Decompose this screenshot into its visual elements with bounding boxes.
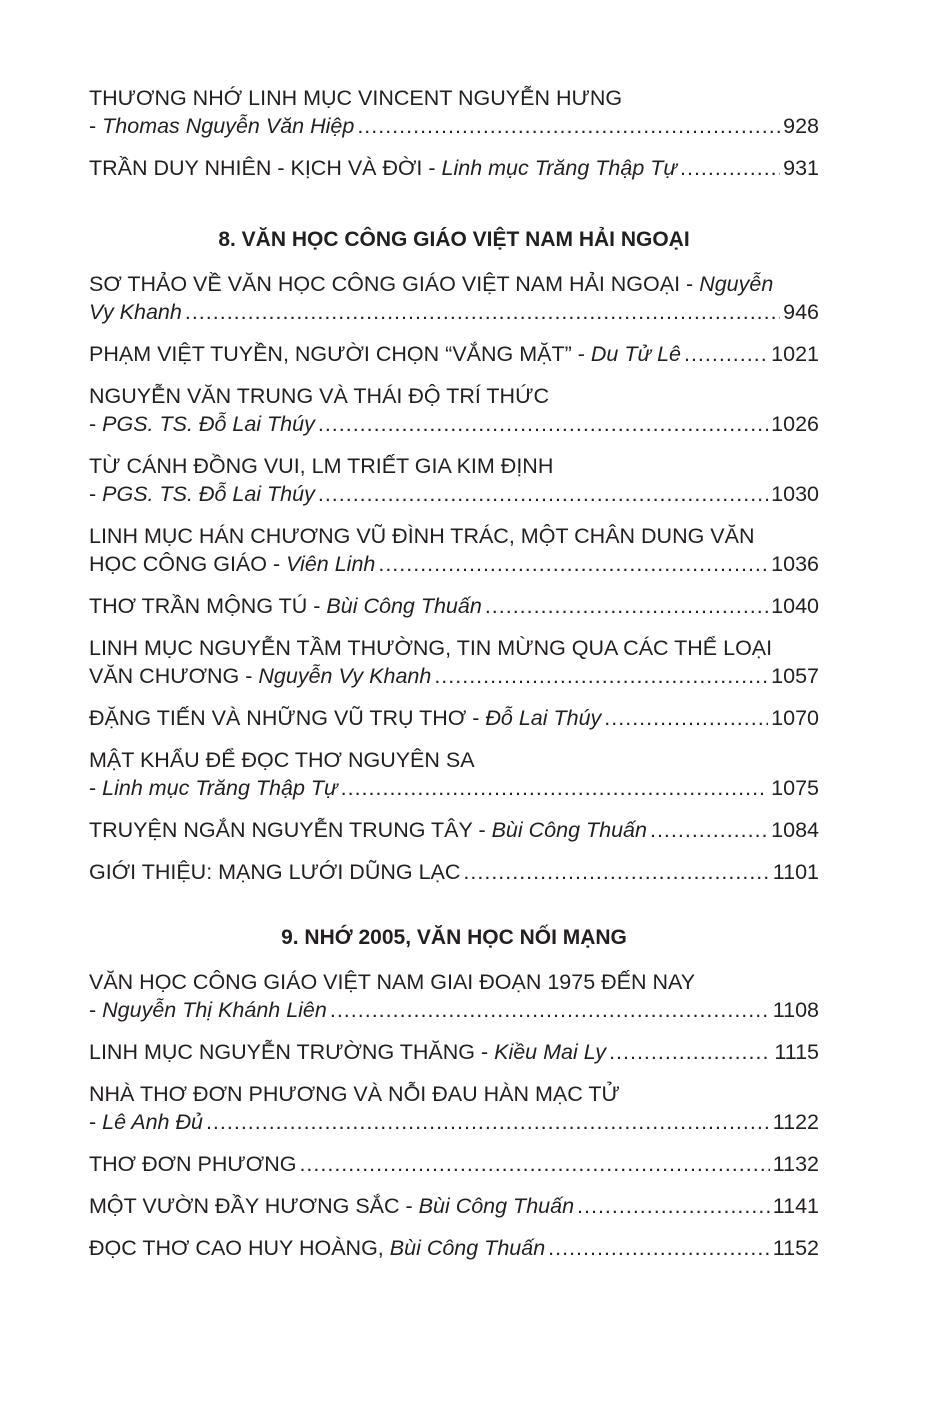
entry-title-line bbox=[89, 968, 819, 996]
entry-text: TỪ CÁNH ĐỒNG VUI, LM TRIẾT GIA KIM ĐỊNH bbox=[89, 454, 554, 478]
entry-row bbox=[89, 340, 819, 368]
entry-title-line bbox=[89, 452, 819, 480]
entry-text: ĐẶNG TIẾN VÀ NHỮNG VŨ TRỤ THƠ - bbox=[89, 706, 486, 730]
leader-dots bbox=[318, 480, 768, 508]
page-number: 1141 bbox=[772, 1194, 819, 1218]
entry-text: - bbox=[89, 1110, 103, 1134]
page-number: 1101 bbox=[772, 860, 819, 884]
leader-dots bbox=[684, 340, 768, 368]
toc-entry bbox=[89, 704, 819, 732]
entry-author: Nguyễn Vy Khanh bbox=[258, 664, 432, 688]
leader-dots bbox=[680, 154, 780, 182]
entry-text: HỌC CÔNG GIÁO - bbox=[89, 552, 287, 576]
entry-text: ĐỌC THƠ CAO HUY HOÀNG, bbox=[89, 1236, 390, 1260]
entry-text: MỘT VƯỜN ĐẦY HƯƠNG SẮC - bbox=[89, 1194, 419, 1218]
leader-dots bbox=[357, 112, 780, 140]
entry-author: Thomas Nguyễn Văn Hiệp bbox=[102, 114, 355, 138]
leader-dots bbox=[463, 858, 769, 886]
page-number: 1084 bbox=[771, 818, 819, 842]
leader-dots bbox=[604, 704, 768, 732]
leader-dots bbox=[206, 1108, 770, 1136]
entry-text: VĂN CHƯƠNG - bbox=[89, 664, 259, 688]
page-number: 946 bbox=[783, 300, 819, 324]
section-9-entries bbox=[89, 968, 819, 1262]
entry-author: Nguyễn Thị Khánh Liên bbox=[102, 998, 327, 1022]
page-number: 1132 bbox=[772, 1152, 819, 1176]
section-heading: 9. NHỚ 2005, VĂN HỌC NỐI MẠNG bbox=[281, 926, 627, 949]
entry-author: Đỗ Lai Thúy bbox=[485, 706, 602, 730]
entry-text: TRẦN DUY NHIÊN - KỊCH VÀ ĐỜI - bbox=[89, 156, 442, 180]
toc-entry bbox=[89, 452, 819, 508]
leader-dots bbox=[548, 1234, 770, 1262]
page-number: 1036 bbox=[771, 552, 819, 576]
entry-row bbox=[89, 1150, 819, 1178]
entry-text: LINH MỤC NGUYỄN TẦM THƯỜNG, TIN MỪNG QUA CÁC THỂ LOẠI bbox=[89, 636, 773, 660]
toc-entry bbox=[89, 340, 819, 368]
page-number: 1070 bbox=[771, 706, 819, 730]
leader-dots bbox=[330, 996, 770, 1024]
entry-author: Du Tử Lê bbox=[590, 342, 681, 366]
toc-entry bbox=[89, 84, 819, 140]
leader-dots bbox=[318, 410, 768, 438]
entry-row bbox=[89, 410, 819, 438]
entry-row bbox=[89, 662, 819, 690]
leader-dots bbox=[485, 592, 768, 620]
entry-text: - bbox=[89, 998, 103, 1022]
page-number: 1057 bbox=[771, 664, 819, 688]
entry-text: - bbox=[89, 114, 103, 138]
toc-entry bbox=[89, 592, 819, 620]
toc-entry bbox=[89, 858, 819, 886]
entry-row bbox=[89, 112, 819, 140]
toc-entry bbox=[89, 634, 819, 690]
toc-entry bbox=[89, 1080, 819, 1136]
entry-row bbox=[89, 1108, 819, 1136]
entry-text: LINH MỤC NGUYỄN TRƯỜNG THĂNG - bbox=[89, 1040, 495, 1064]
entry-text: - bbox=[89, 776, 103, 800]
toc-entry bbox=[89, 270, 819, 326]
entry-text: - bbox=[89, 412, 103, 436]
entry-text: VĂN HỌC CÔNG GIÁO VIỆT NAM GIAI ĐOẠN 1975 ĐẾN NAY bbox=[89, 970, 696, 994]
entry-author: Kiều Mai Ly bbox=[494, 1040, 607, 1064]
entry-text: THƠ TRẦN MỘNG TÚ - bbox=[89, 594, 327, 618]
entry-row bbox=[89, 550, 819, 578]
entry-text: LINH MỤC HÁN CHƯƠNG VŨ ĐÌNH TRÁC, MỘT CHÂN DUNG VĂN bbox=[89, 524, 755, 548]
page-number: 1030 bbox=[771, 482, 819, 506]
entry-row bbox=[89, 592, 819, 620]
page-number: 1108 bbox=[772, 998, 819, 1022]
entry-text: PHẠM VIỆT TUYỀN, NGƯỜI CHỌN “VẮNG MẶT” - bbox=[89, 342, 591, 366]
entry-text: SƠ THẢO VỀ VĂN HỌC CÔNG GIÁO VIỆT NAM HẢI NGOẠI - bbox=[89, 272, 700, 296]
entry-author: Viên Linh bbox=[286, 552, 376, 576]
entry-row bbox=[89, 1234, 819, 1262]
leader-dots bbox=[609, 1038, 771, 1066]
entry-row bbox=[89, 996, 819, 1024]
leader-dots bbox=[378, 550, 768, 578]
entry-row bbox=[89, 774, 819, 802]
entry-author: Linh mục Trăng Thập Tự bbox=[441, 156, 678, 180]
page-number: 1040 bbox=[771, 594, 819, 618]
toc-entry bbox=[89, 382, 819, 438]
page-number: 1026 bbox=[771, 412, 819, 436]
leader-dots bbox=[577, 1192, 770, 1220]
entry-text: NHÀ THƠ ĐƠN PHƯƠNG VÀ NỖI ĐAU HÀN MẠC TỬ bbox=[89, 1082, 620, 1106]
entry-author: Bùi Công Thuấn bbox=[418, 1194, 575, 1218]
entry-title-line bbox=[89, 522, 819, 550]
entry-author: Bùi Công Thuấn bbox=[326, 594, 482, 618]
leader-dots bbox=[434, 662, 768, 690]
toc-entry bbox=[89, 816, 819, 844]
leader-dots bbox=[185, 298, 780, 326]
entry-title-line: THƯƠNG NHỚ LINH MỤC VINCENT NGUYỄN HƯNG bbox=[89, 86, 623, 110]
page-number: 1122 bbox=[772, 1110, 819, 1134]
entry-row bbox=[89, 704, 819, 732]
page-number: 1152 bbox=[772, 1236, 819, 1260]
toc-entry bbox=[89, 746, 819, 802]
entry-row bbox=[89, 1192, 819, 1220]
leader-dots bbox=[650, 816, 768, 844]
page-number: 1075 bbox=[771, 776, 819, 800]
leader-dots bbox=[299, 1150, 769, 1178]
toc-entry bbox=[89, 522, 819, 578]
entry-text: TRUYỆN NGẮN NGUYỄN TRUNG TÂY - bbox=[89, 818, 492, 842]
entry-author: Bùi Công Thuấn bbox=[389, 1236, 546, 1260]
page-number: 928 bbox=[783, 114, 819, 138]
entry-row bbox=[89, 154, 819, 182]
entry-title-line bbox=[89, 382, 819, 410]
page-number: 1115 bbox=[774, 1040, 819, 1064]
entry-row bbox=[89, 858, 819, 886]
entry-author: Vy Khanh bbox=[89, 300, 182, 324]
page-number: 1021 bbox=[771, 342, 819, 366]
entry-text: NGUYỄN VĂN TRUNG VÀ THÁI ĐỘ TRÍ THỨC bbox=[89, 384, 549, 408]
toc-entry bbox=[89, 1234, 819, 1262]
toc-entry bbox=[89, 968, 819, 1024]
entry-text: - bbox=[89, 482, 103, 506]
entry-title-line bbox=[89, 270, 819, 298]
entry-author: Nguyễn bbox=[699, 272, 774, 296]
toc-entry bbox=[89, 154, 819, 182]
entry-row bbox=[89, 480, 819, 508]
entry-title-line bbox=[89, 634, 819, 662]
section-8-entries bbox=[89, 270, 819, 886]
entry-author: Linh mục Trăng Thập Tự bbox=[102, 776, 338, 800]
entry-author: Lê Anh Đủ bbox=[102, 1110, 203, 1134]
entry-row bbox=[89, 816, 819, 844]
toc-entry bbox=[89, 1150, 819, 1178]
entry-row bbox=[89, 298, 819, 326]
toc-page bbox=[89, 84, 819, 1276]
toc-entry bbox=[89, 1192, 819, 1220]
entry-text: MẬT KHẨU ĐỂ ĐỌC THƠ NGUYÊN SA bbox=[89, 748, 475, 772]
entry-title-line bbox=[89, 746, 819, 774]
entry-row bbox=[89, 1038, 819, 1066]
entry-title-line bbox=[89, 1080, 819, 1108]
entry-author: PGS. TS. Đỗ Lai Thúy bbox=[102, 412, 315, 436]
entry-author: PGS. TS. Đỗ Lai Thúy bbox=[102, 482, 315, 506]
page-number: 931 bbox=[783, 156, 819, 180]
entry-author: Bùi Công Thuấn bbox=[491, 818, 647, 842]
entry-text: GIỚI THIỆU: MẠNG LƯỚI DŨNG LẠC bbox=[89, 860, 461, 884]
toc-entry bbox=[89, 1038, 819, 1066]
leader-dots bbox=[341, 774, 769, 802]
section-heading: 8. VĂN HỌC CÔNG GIÁO VIỆT NAM HẢI NGOẠI bbox=[218, 228, 690, 251]
entry-text: THƠ ĐƠN PHƯƠNG bbox=[89, 1152, 297, 1176]
